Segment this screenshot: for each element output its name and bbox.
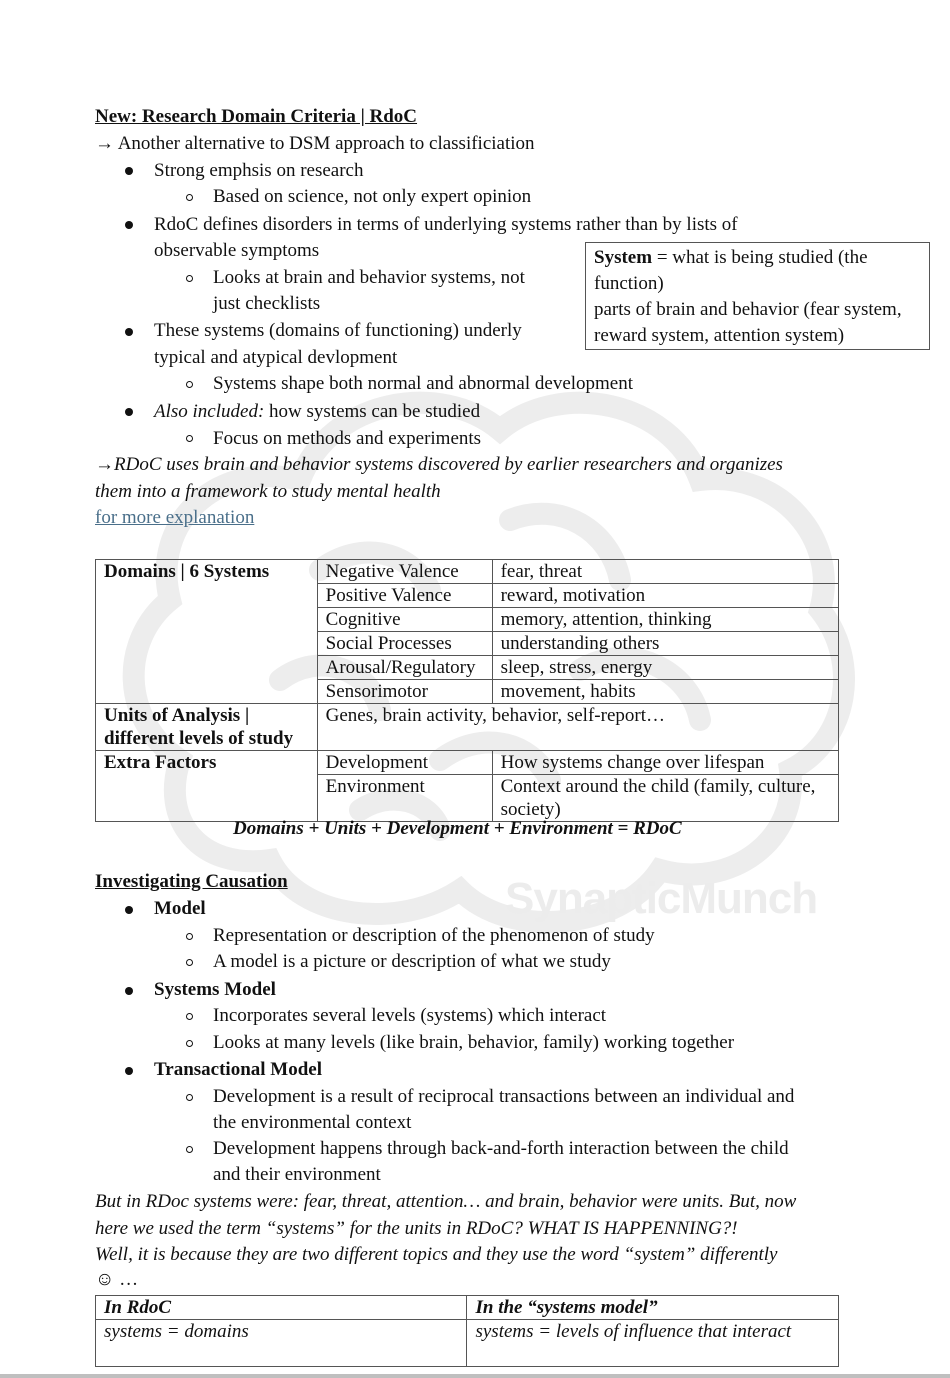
domain-name-cell: Negative Valence — [317, 560, 492, 584]
bullet-icon — [125, 328, 133, 336]
domain-name-cell: Positive Valence — [317, 584, 492, 608]
bullet-also-included — [154, 399, 480, 426]
bullet-icon — [125, 906, 133, 914]
sub-bullet-brain-l1: Looks at brain and behavior systems, not — [213, 267, 525, 288]
systems-comparison-table — [95, 1295, 839, 1367]
bullet-defines-l2: observable symptoms — [154, 240, 320, 261]
sub-bullet-icon — [186, 959, 193, 966]
sub-bullet-icon — [186, 194, 193, 201]
units-label-l1: Units of Analysis | — [104, 705, 250, 726]
extra-label-cell: Extra Factors — [96, 751, 318, 822]
sub-bullet-model-1: Representation or description of the phenomenon of study — [213, 925, 655, 946]
also-included-text: how systems can be studied — [264, 401, 481, 422]
arrow-right-icon: → — [95, 133, 114, 154]
intro-line — [95, 131, 535, 158]
sub-bullet-icon — [186, 1094, 193, 1101]
extra-name-cell: Environment — [317, 775, 492, 822]
domain-desc-cell: sleep, stress, energy — [492, 656, 838, 680]
watermark-text: SynapticMunch — [505, 874, 818, 923]
callout-line-2: function) — [594, 273, 664, 294]
arrow-right-icon: → — [95, 454, 114, 475]
domain-desc-cell: fear, threat — [492, 560, 838, 584]
compare-head-systems-model: In the “systems model” — [467, 1296, 839, 1320]
rdoc-formula: Domains + Units + Development + Environment = RDoC — [233, 818, 682, 839]
bullet-transactional-model: Transactional Model — [154, 1059, 323, 1080]
sub-bullet-model-2: A model is a picture or description of what we study — [213, 951, 611, 972]
sub-bullet-systems-1: Incorporates several levels (systems) which interact — [213, 1005, 607, 1026]
domain-desc-cell: reward, motivation — [492, 584, 838, 608]
bullet-model: Model — [154, 898, 206, 919]
compare-value-systems-model: systems = levels of influence that interact — [467, 1320, 839, 1367]
bullet-defines-l1: RdoC defines disorders in terms of underlying systems rather than by lists of — [154, 214, 738, 235]
sub-bullet-icon — [186, 1013, 193, 1020]
bullet-systems-l2: typical and atypical devlopment — [154, 347, 398, 368]
sub-bullet-icon — [186, 275, 193, 282]
sub-bullet-icon — [186, 933, 193, 940]
note-line-4-smiley: ☺ … — [95, 1269, 139, 1290]
extra-desc-cell — [492, 775, 838, 822]
callout-line-3: parts of brain and behavior (fear system, — [594, 299, 902, 320]
compare-value-rdoc: systems = domains — [96, 1320, 467, 1367]
bullet-systems-l1: These systems (domains of functioning) underly — [154, 320, 522, 341]
sub-bullet-icon — [186, 381, 193, 388]
domain-name-cell: Sensorimotor — [317, 680, 492, 704]
domain-name-cell: Cognitive — [317, 608, 492, 632]
domain-desc-cell: understanding others — [492, 632, 838, 656]
sub-bullet-trans-1-l2: the environmental context — [213, 1112, 412, 1133]
sub-bullet-icon — [186, 1146, 193, 1153]
callout-def: = what is being studied (the — [652, 247, 868, 268]
page-bottom-divider — [0, 1374, 950, 1378]
also-included-label: Also included: — [154, 401, 265, 422]
sub-bullet-icon — [186, 1040, 193, 1047]
summary-text-1: RDoC uses brain and behavior systems discovered by earlier researchers and organizes — [114, 454, 783, 475]
bullet-icon — [125, 987, 133, 995]
compare-head-rdoc: In RdoC — [96, 1296, 467, 1320]
sub-bullet-systems-2: Looks at many levels (like brain, behavior, family) working together — [213, 1032, 735, 1053]
sub-bullet-methods: Focus on methods and experiments — [213, 428, 482, 449]
sub-bullet-science: Based on science, not only expert opinion — [213, 186, 532, 207]
domain-desc-cell: movement, habits — [492, 680, 838, 704]
extra-desc-l1: Context around the child (family, culture, — [500, 776, 816, 797]
bullet-icon — [125, 1067, 133, 1075]
summary-line-2: them into a framework to study mental health — [95, 481, 441, 502]
extra-name-cell: Development — [317, 751, 492, 775]
units-value-cell: Genes, brain activity, behavior, self-report… — [317, 704, 838, 751]
sub-bullet-trans-2-l1: Development happens through back-and-forth interaction between the child — [213, 1138, 789, 1159]
sub-bullet-icon — [186, 435, 193, 442]
bullet-research: Strong emphsis on research — [154, 160, 364, 181]
system-definition-box — [585, 242, 930, 350]
rdoc-table — [95, 559, 839, 822]
domains-label-cell: Domains | 6 Systems — [96, 560, 318, 704]
sub-bullet-trans-2-l2: and their environment — [213, 1164, 381, 1185]
extra-desc-l2: society) — [500, 799, 561, 820]
more-explanation-link[interactable]: for more explanation — [95, 507, 255, 528]
bullet-systems-model: Systems Model — [154, 979, 276, 1000]
intro-text: Another alternative to DSM approach to classificiation — [117, 133, 535, 154]
sub-bullet-shape: Systems shape both normal and abnormal development — [213, 373, 634, 394]
callout-line-4: reward system, attention system) — [594, 325, 845, 346]
units-label-l2: different levels of study — [104, 728, 294, 749]
bullet-icon — [125, 167, 133, 175]
bullet-icon — [125, 408, 133, 416]
units-label-cell — [96, 704, 318, 751]
sub-bullet-trans-1-l1: Development is a result of reciprocal transactions between an individual and — [213, 1086, 795, 1107]
note-line-1: But in RDoc systems were: fear, threat, attention… and brain, behavior were units. But, now — [95, 1191, 797, 1212]
note-line-3: Well, it is because they are two different topics and they use the word “system” differently — [95, 1244, 778, 1265]
extra-desc-cell: How systems change over lifespan — [492, 751, 838, 775]
callout-system-term: System — [594, 247, 653, 268]
note-line-2: here we used the term “systems” for the units in RDoC? WHAT IS HAPPENNING?! — [95, 1218, 738, 1239]
bullet-icon — [125, 221, 133, 229]
section-title-causation: Investigating Causation — [95, 871, 288, 892]
sub-bullet-brain-l2: just checklists — [213, 293, 321, 314]
section-title-rdoc: New: Research Domain Criteria | RdoC — [95, 106, 418, 127]
domain-desc-cell: memory, attention, thinking — [492, 608, 838, 632]
summary-line-1 — [95, 452, 783, 479]
domain-name-cell: Arousal/Regulatory — [317, 656, 492, 680]
callout-line-1 — [594, 245, 921, 271]
domain-name-cell: Social Processes — [317, 632, 492, 656]
